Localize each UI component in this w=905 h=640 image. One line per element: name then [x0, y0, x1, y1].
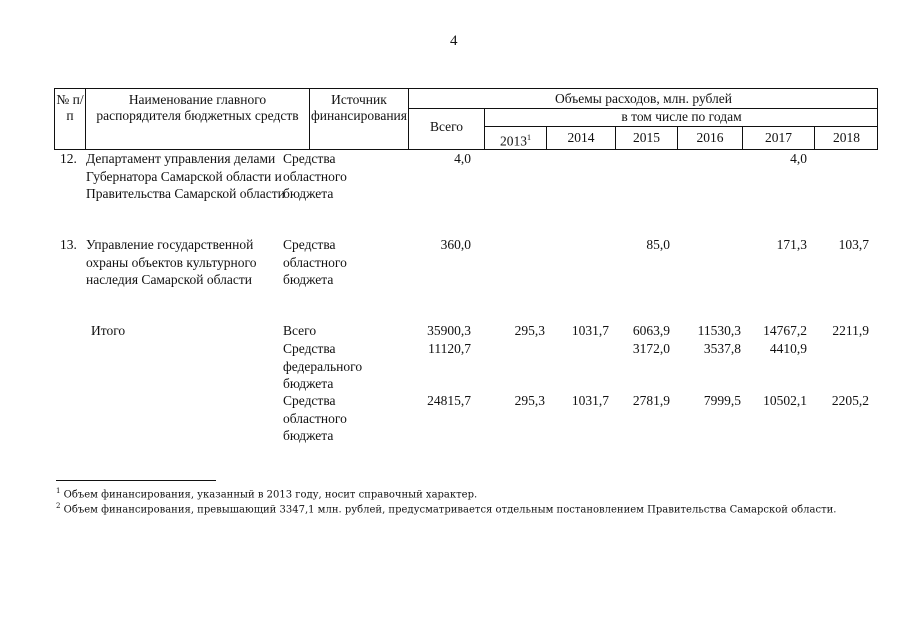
- header-year-2013: 2013$^1$: [485, 127, 547, 149]
- row-name: Департамент управления делами Губернатора Самарской области и Правительства Самарской области: [86, 151, 285, 201]
- header-volume: [409, 89, 878, 149]
- row-2014: 1031,7: [571, 323, 609, 338]
- row-2015: 6063,9: [632, 323, 670, 338]
- row-number: 13.: [60, 237, 77, 252]
- header-year-2017: 2017: [743, 127, 815, 149]
- header-years-group: [485, 108, 878, 149]
- header-number: № п/п: [55, 89, 86, 149]
- header-source: Источник финансирования: [310, 89, 409, 149]
- row-name: Управление государственной охраны объектов культурного наследия Самарской области: [86, 237, 257, 287]
- row-source: Средства федерального бюджета: [283, 341, 363, 391]
- header-volume-title: Объемы расходов, млн. рублей: [409, 89, 878, 109]
- row-2018: 2211,9: [832, 323, 869, 338]
- row-2018: 103,7: [838, 237, 869, 252]
- header-year-2018: 2018: [833, 130, 860, 145]
- row-total: 35900,3: [427, 323, 471, 338]
- header-name: Наименование главного распорядителя бюджетных средств: [86, 89, 310, 149]
- row-2018: 2205,2: [831, 393, 869, 408]
- row-2016: 11530,3: [697, 323, 741, 338]
- row-number: 12.: [60, 151, 77, 166]
- row-2017: 14767,2: [763, 323, 807, 338]
- row-2017: 10502,1: [763, 393, 807, 408]
- header-by-years: в том числе по годам: [485, 108, 878, 127]
- row-2015: 85,0: [646, 237, 670, 252]
- row-2017: 171,3: [776, 237, 807, 252]
- row-total: 4,0: [454, 151, 471, 166]
- row-2013: 295,3: [514, 393, 545, 408]
- row-total: 24815,7: [427, 393, 471, 408]
- row-source: Средства областного бюджета: [283, 237, 347, 287]
- totals-label: Итого: [91, 323, 126, 338]
- header-total: Всего: [409, 108, 485, 149]
- row-2016: 3537,8: [703, 341, 741, 356]
- row-2015: 2781,9: [632, 393, 670, 408]
- footnote-mark: 1: [527, 133, 531, 142]
- footnote: $^1$ Объем финансирования, указанный в 2013 году, носит справочный характер.: [56, 487, 478, 501]
- row-2017: 4,0: [790, 151, 807, 166]
- footnote: $^2$ Объем финансирования, превышающий 3347,1 млн. рублей, предусматривается отдельным постановлением Правительства Самарской области.: [56, 502, 837, 516]
- header-year-2014: 2014: [547, 127, 616, 149]
- row-2016: 7999,5: [703, 393, 741, 408]
- row-2017: 4410,9: [769, 341, 807, 356]
- row-source: Всего: [283, 323, 317, 338]
- row-2014: 1031,7: [571, 393, 609, 408]
- row-total: 11120,7: [428, 341, 471, 356]
- row-2015: 3172,0: [632, 341, 670, 356]
- footnote-divider: [56, 480, 216, 481]
- row-2013: 295,3: [514, 323, 545, 338]
- page-number: 4: [450, 33, 458, 49]
- row-source: Средства областного бюджета: [283, 393, 347, 443]
- budget-table: [54, 88, 878, 443]
- row-source: Средства областного бюджета: [283, 151, 347, 201]
- header-year-2016: 2016: [678, 127, 743, 149]
- table-header: [54, 88, 878, 150]
- header-year-2015: 2015: [616, 127, 678, 149]
- row-total: 360,0: [440, 237, 471, 252]
